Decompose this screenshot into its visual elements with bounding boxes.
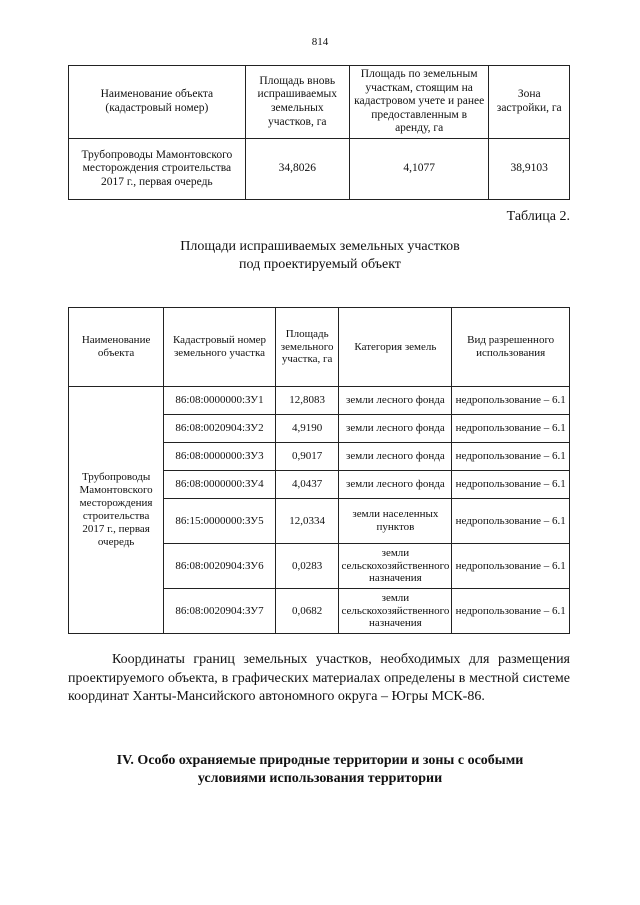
land-area-summary-table bbox=[68, 65, 570, 200]
column-header-cadastral-number: Кадастровый номер земельного участка bbox=[164, 308, 276, 387]
column-header-leased-area: Площадь по земельным участкам, стоящим на кадастровом учете и ранее предоставленным в аренду, га bbox=[349, 66, 489, 139]
permitted-use-cell: недропользование – 6.1 bbox=[452, 544, 570, 589]
land-category-cell: земли населенных пунктов bbox=[339, 499, 452, 544]
object-name-cell: Трубопроводы Мамонтовского месторождения строительства 2017 г., первая очередь bbox=[69, 387, 164, 634]
cadastral-number-cell: 86:08:0020904:ЗУ7 bbox=[164, 589, 276, 634]
plot-area-cell: 12,0334 bbox=[275, 499, 339, 544]
cadastral-number-cell: 86:08:0020904:ЗУ2 bbox=[164, 415, 276, 443]
column-header-land-category: Категория земель bbox=[339, 308, 452, 387]
land-category-cell: земли лесного фонда bbox=[339, 471, 452, 499]
section-heading-line-2: условиями использования территории bbox=[197, 771, 443, 787]
plot-area-cell: 12,8083 bbox=[275, 387, 339, 415]
land-category-cell: земли лесного фонда bbox=[339, 415, 452, 443]
cadastral-number-cell: 86:08:0000000:ЗУ1 bbox=[164, 387, 276, 415]
coordinates-paragraph bbox=[68, 651, 570, 707]
table-title bbox=[0, 238, 640, 274]
plot-area-cell: 4,9190 bbox=[275, 415, 339, 443]
table-header-row bbox=[69, 66, 570, 139]
permitted-use-cell: недропользование – 6.1 bbox=[452, 387, 570, 415]
permitted-use-cell: недропользование – 6.1 bbox=[452, 471, 570, 499]
plot-area-cell: 0,0682 bbox=[275, 589, 339, 634]
permitted-use-cell: недропользование – 6.1 bbox=[452, 499, 570, 544]
table-title-line-1: Площади испрашиваемых земельных участков bbox=[180, 239, 460, 254]
zone-area-cell: 38,9103 bbox=[489, 139, 570, 200]
plot-area-cell: 4,0437 bbox=[275, 471, 339, 499]
object-name-cell: Трубопроводы Мамонтовского месторождения строительства 2017 г., первая очередь bbox=[69, 139, 246, 200]
cadastral-number-cell: 86:08:0020904:ЗУ6 bbox=[164, 544, 276, 589]
cadastral-number-cell: 86:08:0000000:ЗУ3 bbox=[164, 443, 276, 471]
table-label: Таблица 2. bbox=[506, 209, 570, 224]
table-row bbox=[69, 387, 570, 415]
cadastral-number-cell: 86:08:0000000:ЗУ4 bbox=[164, 471, 276, 499]
page-number: 814 bbox=[311, 36, 329, 48]
column-header-plot-area: Площадь земельного участка, га bbox=[275, 308, 339, 387]
new-area-cell: 34,8026 bbox=[245, 139, 349, 200]
permitted-use-cell: недропользование – 6.1 bbox=[452, 443, 570, 471]
table-title-line-2: под проектируемый объект bbox=[239, 256, 401, 272]
plot-area-cell: 0,0283 bbox=[275, 544, 339, 589]
cadastral-number-cell: 86:15:0000000:ЗУ5 bbox=[164, 499, 276, 544]
column-header-permitted-use: Вид разрешенного использования bbox=[452, 308, 570, 387]
coordinates-paragraph-text: Координаты границ земельных участков, необходимых для размещения проектируемого объекта, в графических материалах определены в местной системе координат Ханты-Мансийского автономного округа – Югры МСК-86. bbox=[68, 652, 570, 705]
land-category-cell: земли лесного фонда bbox=[339, 443, 452, 471]
table-row bbox=[69, 139, 570, 200]
table-header-row bbox=[69, 308, 570, 387]
section-heading-line-1: IV. Особо охраняемые природные территории и зоны с особыми bbox=[116, 753, 524, 768]
land-category-cell: земли лесного фонда bbox=[339, 387, 452, 415]
land-plots-table bbox=[68, 307, 570, 634]
permitted-use-cell: недропользование – 6.1 bbox=[452, 415, 570, 443]
permitted-use-cell: недропользование – 6.1 bbox=[452, 589, 570, 634]
land-category-cell: земли сельскохозяйственного назначения bbox=[339, 589, 452, 634]
land-category-cell: земли сельскохозяйственного назначения bbox=[339, 544, 452, 589]
column-header-object-name: Наименование объекта (кадастровый номер) bbox=[69, 66, 246, 139]
section-heading bbox=[70, 752, 570, 788]
column-header-object-name: Наименование объекта bbox=[69, 308, 164, 387]
column-header-new-area: Площадь вновь испрашиваемых земельных участков, га bbox=[245, 66, 349, 139]
plot-area-cell: 0,9017 bbox=[275, 443, 339, 471]
column-header-zone-area: Зона застройки, га bbox=[489, 66, 570, 139]
leased-area-cell: 4,1077 bbox=[349, 139, 489, 200]
